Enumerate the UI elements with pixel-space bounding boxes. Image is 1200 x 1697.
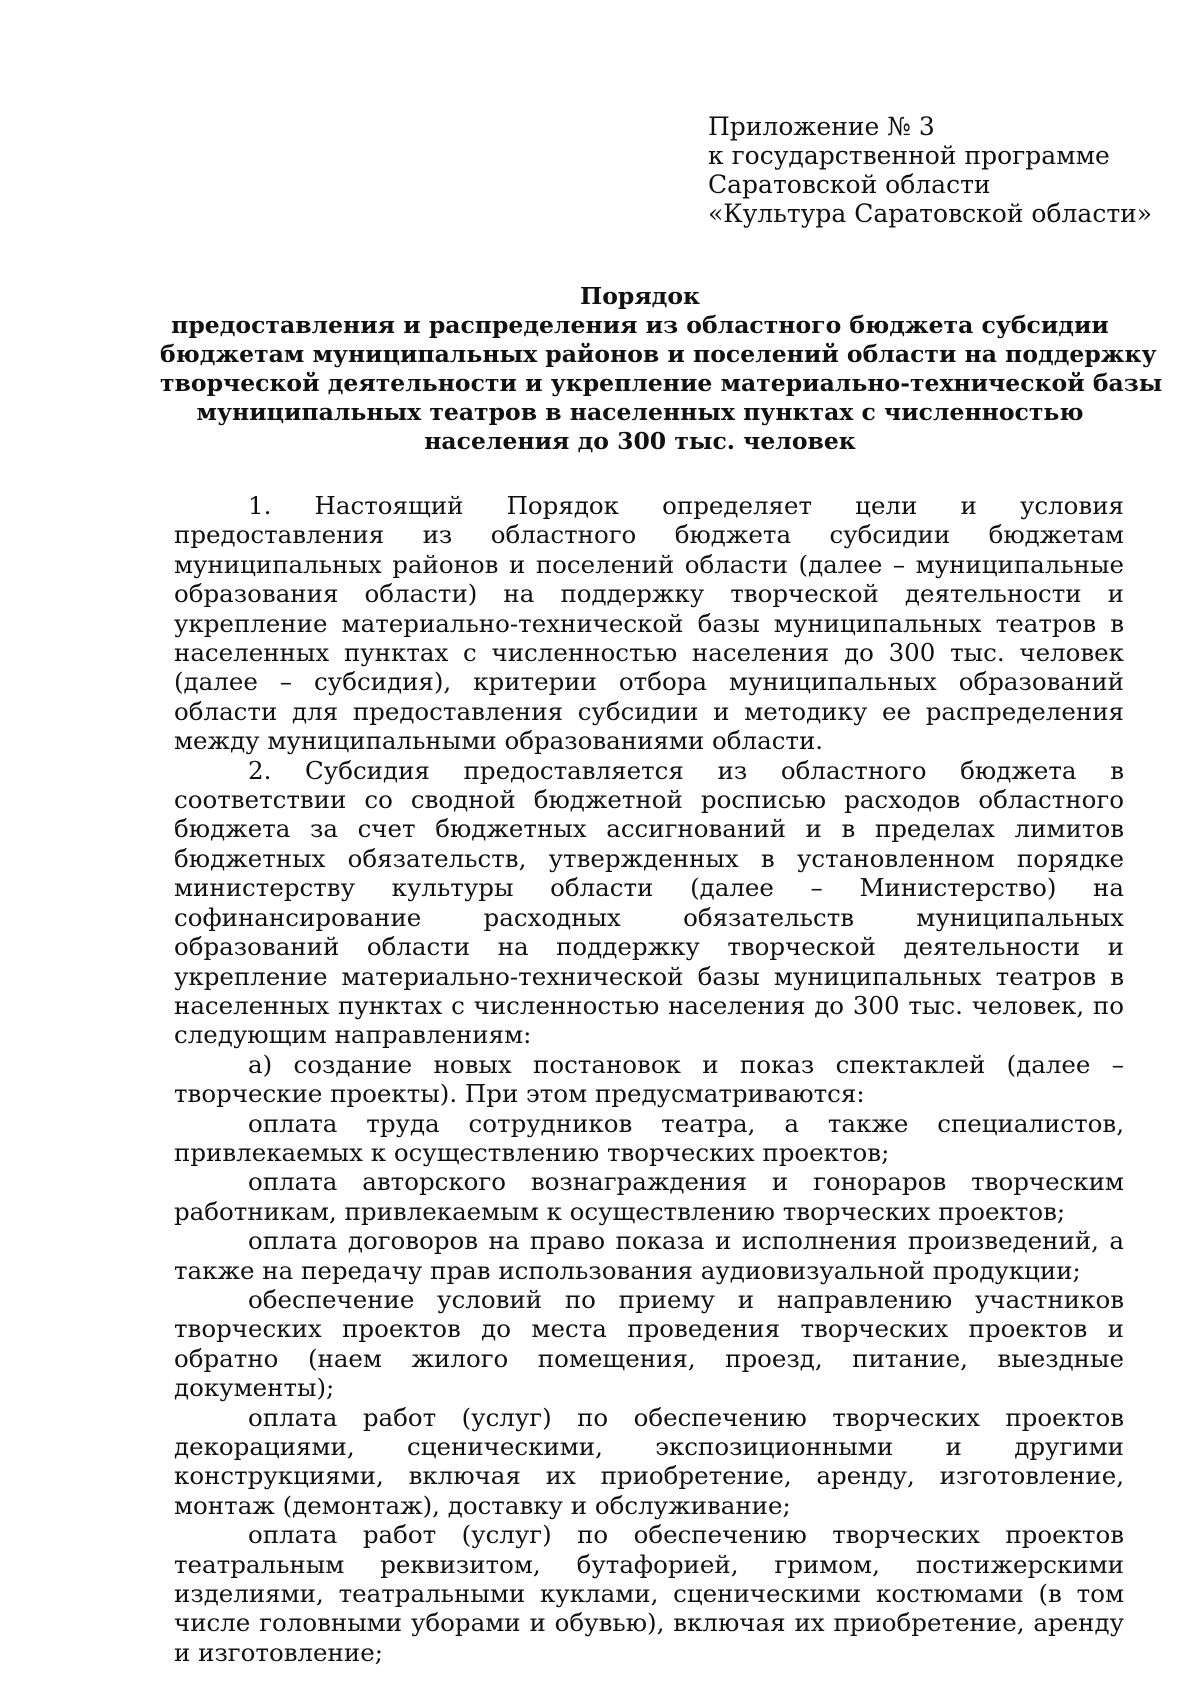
title-line: предоставления и распределения из областного бюджета субсидии xyxy=(171,311,1109,339)
paragraph: оплата труда сотрудников театра, а также специалистов, привлекаемых к осуществлению творческих проектов; xyxy=(174,1108,1124,1167)
title-line: муниципальных театров в населенных пунктах с численностью xyxy=(196,398,1084,426)
title-line: населения до 300 тыс. человек xyxy=(424,427,856,455)
paragraph: оплата договоров на право показа и исполнения произведений, а также на передачу прав использования аудиовизуальной продукции; xyxy=(174,1226,1124,1285)
paragraph: 2. Субсидия предоставляется из областного бюджета в соответствии со сводной бюджетной росписью расходов областного бюджета за счет бюджетных ассигнований и в пределах лимитов бюджетных обязательств, утвержденных в установленном порядке министерству культуры области (далее – Министерство) на софинансирование расходных обязательств муниципальных образований области на поддержку творческой деятельности и укрепление материально-технической базы муниципальных театров в населенных пунктах с численностью населения до 300 тыс. человек, по следующим направлениям: xyxy=(174,755,1124,1050)
title-line: творческой деятельности и укрепление материально-технической базы xyxy=(160,369,1163,397)
paragraph: обеспечение условий по приему и направлению участников творческих проектов до места проведения творческих проектов и обратно (наем жилого помещения, проезд, питание, выездные документы); xyxy=(174,1284,1124,1403)
appendix-line: «Культура Саратовской области» xyxy=(708,199,1153,228)
appendix-line: Приложение № 3 xyxy=(708,112,935,141)
title-line: бюджетам муниципальных районов и поселений области на поддержку xyxy=(160,340,1157,368)
paragraph: 1. Настоящий Порядок определяет цели и условия предоставления из областного бюджета субсидии бюджетам муниципальных районов и поселений области (далее – муниципальные образования области) на поддержку творческой деятельности и укрепление материально-технической базы муниципальных театров в населенных пунктах с численностью населения до 300 тыс. человек (далее – субсидия), критерии отбора муниципальных образований области для предоставления субсидии и методику ее распределения между муниципальными образованиями области. xyxy=(174,491,1124,756)
paragraph: оплата работ (услуг) по обеспечению творческих проектов театральным реквизитом, бутафорией, гримом, постижерскими изделиями, театральными куклами, сценическими костюмами (в том числе головными уборами и обувью), включая их приобретение, аренду и изготовление; xyxy=(174,1520,1124,1667)
paragraph: оплата работ (услуг) по обеспечению творческих проектов декорациями, сценическими, экспозиционными и другими конструкциями, включая их приобретение, аренду, изготовление, монтаж (демонтаж), доставку и обслуживание; xyxy=(174,1402,1124,1520)
appendix-line: Саратовской области xyxy=(708,170,991,199)
document-title xyxy=(160,282,1163,456)
appendix-line: к государственной программе xyxy=(708,141,1110,170)
appendix-header xyxy=(708,112,1153,228)
document-body xyxy=(174,491,1124,1667)
title-line: Порядок xyxy=(580,282,700,310)
paragraph: оплата авторского вознаграждения и гонораров творческим работникам, привлекаемым к осуществлению творческих проектов; xyxy=(174,1167,1124,1226)
paragraph: а) создание новых постановок и показ спектаклей (далее – творческие проекты). При этом предусматриваются: xyxy=(174,1049,1124,1109)
